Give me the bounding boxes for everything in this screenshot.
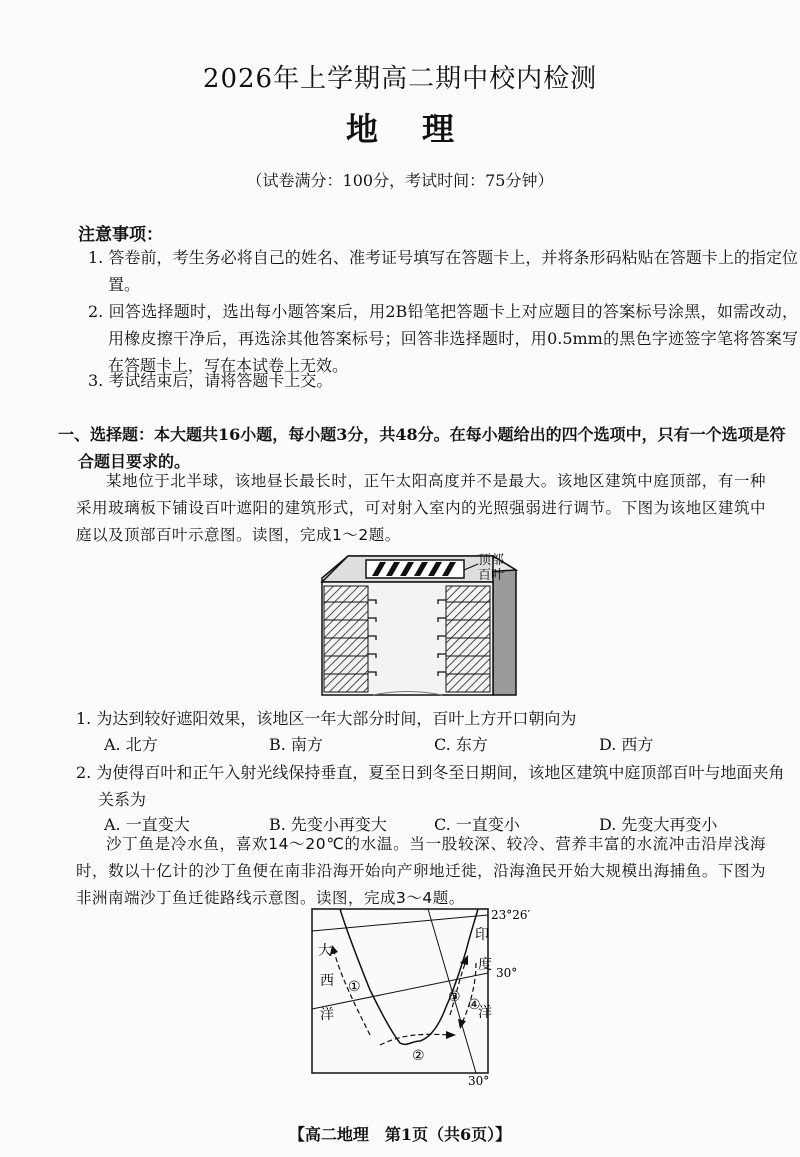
exam-meta: （试卷满分：100分，考试时间：75分钟） — [246, 171, 554, 190]
lat-label-30: 30° — [496, 966, 518, 980]
section-heading: 一、选择题：本大题共16小题，每小题3分，共48分。在每小题给出的四个选项中，只有一个选项是符合题目要求的。 — [58, 425, 786, 471]
indian-char-2: 度 — [478, 957, 492, 973]
question-2: 2. 为使得百叶和正午入射光线保持垂直，夏至日到冬至日期间，该地区建筑中庭顶部百叶与地面夹角关系为 — [76, 763, 785, 809]
option-c[interactable]: C. 一直变小 — [434, 815, 520, 834]
sardine-migration-map — [300, 905, 530, 1085]
indian-char-3: 洋 — [478, 1005, 492, 1021]
question-1: 1. 为达到较好遮阳效果，该地区一年大部分时间，百叶上方开口朝向为 — [76, 709, 577, 728]
indian-char-1: 印 — [475, 927, 489, 943]
marker-1: ① — [348, 979, 361, 995]
question-stem-2: 沙丁鱼是冷水鱼，喜欢14～20℃的水温。当一股较深、较冷、营养丰富的水流冲击沿岸浅海时，数以十亿计的沙丁鱼便在南非沿海开始向产卵地迁徙，沿海渔民开始大规模出海捕鱼。下图为非洲南端沙丁鱼迁徙路线示意图。读图，完成3～4题。 — [76, 835, 766, 907]
atlantic-char-3: 洋 — [320, 1007, 334, 1023]
question-stem-1: 某地位于北半球，该地昼长最长时，正午太阳高度并不是最大。该地区建筑中庭顶部，有一种采用玻璃板下铺设百叶遮阳的建筑形式，可对射入室内的光照强弱进行调节。下图为该地区建筑中庭以及顶部百叶示意图。读图，完成1～2题。 — [76, 472, 766, 544]
atlantic-char-2: 西 — [320, 973, 334, 989]
question-1-options — [104, 732, 764, 755]
option-d[interactable]: D. 西方 — [599, 735, 654, 754]
marker-2: ② — [412, 1048, 425, 1064]
notice-item-1: 1. 答卷前，考生务必将自己的姓名、准考证号填写在答题卡上，并将条形码粘贴在答题卡上的指定位置。 — [88, 248, 798, 294]
option-b[interactable]: B. 南方 — [269, 735, 323, 754]
notice-item-3: 3. 考试结束后，请将答题卡上交。 — [88, 371, 333, 390]
option-d[interactable]: D. 先变大再变小 — [599, 815, 718, 834]
lon-label-30: 30° — [468, 1074, 490, 1085]
notice-item-2: 2. 回答选择题时，选出每小题答案后，用2B铅笔把答题卡上对应题目的答案标号涂黑，如需改动，用橡皮擦干净后，再选涂其他答案标号；回答非选择题时，用0.5mm的黑色字迹签字笔将答案写在答题卡上，写在本试卷上无效。 — [88, 302, 798, 375]
subject-title: 地理 — [345, 110, 498, 148]
lat-label-tropic: 23°26′ — [491, 908, 530, 922]
option-a[interactable]: A. 一直变大 — [104, 815, 190, 834]
option-c[interactable]: C. 东方 — [434, 735, 488, 754]
marker-3: ③ — [448, 989, 461, 1005]
marker-4: ④ — [468, 997, 481, 1013]
page-footer: 【高二地理 第1页（共6页）】 — [288, 1125, 512, 1144]
exam-title: 2026年上学期高二期中校内检测 — [202, 64, 598, 94]
option-a[interactable]: A. 北方 — [104, 735, 158, 754]
louver-label: 顶部百叶 — [478, 553, 505, 583]
option-b[interactable]: B. 先变小再变大 — [269, 815, 387, 834]
atlantic-char-1: 大 — [318, 943, 332, 959]
notice-heading: 注意事项： — [78, 225, 163, 245]
